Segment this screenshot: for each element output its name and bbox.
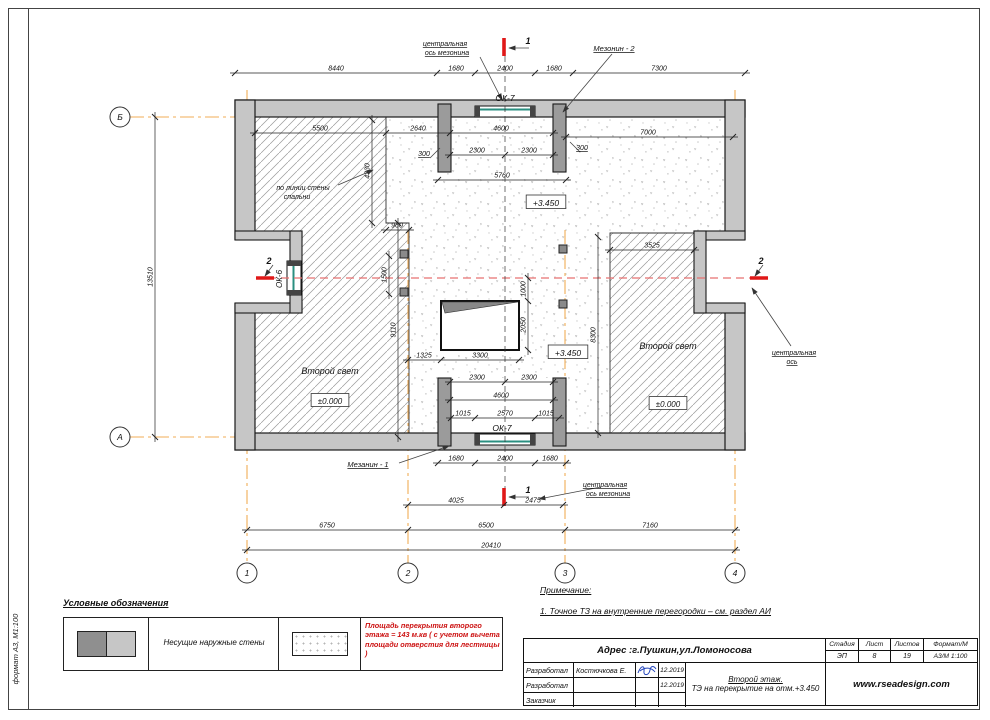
row1-date: 12.2019 <box>659 663 686 678</box>
drawing-label: ось мезонина <box>424 50 470 57</box>
note-item-1: 1. Точное ТЗ на внутренние перегородки – см. раздел АИ <box>540 606 772 616</box>
drawing-label: Второй свет <box>301 366 359 376</box>
row1-name: Костючкова Е. <box>574 663 636 678</box>
legend-title: Условные обозначения <box>63 598 169 608</box>
drawing-label: ±0.000 <box>655 400 681 409</box>
signature-scribble <box>636 663 658 677</box>
dim-label: 1680 <box>448 65 464 73</box>
legend-area-note: Площадь перекрытия второго этажа = 143 м.кв ( с учетом вычета площади отверстия для лестницы ) <box>365 621 500 659</box>
legend-wall-swatch-cell <box>64 618 149 670</box>
dim-label: 2400 <box>497 65 513 73</box>
row1-signature <box>636 663 659 678</box>
drawing-label: Мезанин - 1 <box>347 460 389 469</box>
dim-label: 960 <box>391 222 403 230</box>
drawing-label: 300 <box>576 145 588 152</box>
legend-slab-swatch-cell <box>279 618 361 670</box>
stage-value: ЭП <box>826 651 859 663</box>
dim-label: 2300 <box>521 374 537 382</box>
drawing-label: ОК-7 <box>495 93 515 103</box>
row2-role: Разработал <box>524 678 574 693</box>
dim-label: 5760 <box>494 172 510 180</box>
dim-label: 2300 <box>469 147 485 155</box>
drawing-label: ось мезонина <box>585 491 631 498</box>
drawing-label: центральная <box>771 350 817 357</box>
dim-label: 1680 <box>448 455 464 463</box>
row1-role: Разработал <box>524 663 574 678</box>
axis-bubble-label: 4 <box>732 568 738 578</box>
sheets-value: 19 <box>891 651 924 663</box>
row2-date: 12.2019 <box>659 678 686 693</box>
dim-label: 8440 <box>328 65 344 73</box>
wall-swatch-dark <box>77 631 107 657</box>
legend-table <box>63 617 503 671</box>
axis-bubble-label: 2 <box>405 568 411 578</box>
dim-label: 2475 <box>525 497 541 505</box>
dim-label: 3525 <box>644 242 660 250</box>
dim-label: 9110 <box>390 322 398 338</box>
drawing-label: 2 <box>758 256 764 266</box>
document-title-cell <box>686 663 826 705</box>
drawing-label: Мезонин - 2 <box>593 44 635 53</box>
dim-label: 6750 <box>319 522 335 530</box>
sheet-header: Лист <box>859 639 891 651</box>
note-title: Примечание: <box>540 585 592 595</box>
dim-label: 7300 <box>651 65 667 73</box>
dim-label: 7160 <box>642 522 658 530</box>
dim-label: 7000 <box>640 129 656 137</box>
dim-label: 1000 <box>520 281 528 297</box>
drawing-label: центральная <box>582 482 628 489</box>
row3-signature <box>636 693 659 707</box>
leader-line <box>755 265 763 276</box>
dim-label: 1680 <box>542 455 558 463</box>
sheet-value: 8 <box>859 651 891 663</box>
legend-wall-label: Несущие наружные стены <box>163 638 265 647</box>
drawing-label: по линии стены <box>276 185 330 192</box>
row2-name <box>574 678 636 693</box>
title-block <box>523 638 978 706</box>
dim-label: 2050 <box>520 317 528 333</box>
sheet-format-label: формат А3, М1:100 <box>11 613 20 685</box>
dim-label: 1015 <box>455 410 471 418</box>
dim-label: 2570 <box>497 410 513 418</box>
document-title-line2: ТЭ на перекрытие на отм.+3.450 <box>691 684 820 693</box>
dim-label: 2300 <box>469 374 485 382</box>
drawing-label: ОК-7 <box>492 423 512 433</box>
legend-wall-label-cell <box>149 618 279 670</box>
dim-label: 5500 <box>312 125 328 133</box>
axis-bubble-label: 3 <box>562 568 568 578</box>
drawing-label: Второй свет <box>639 341 697 351</box>
title-address: Адрес :г.Пушкин,ул.Ломоносова <box>524 639 826 663</box>
drawing-label: 1 <box>525 36 531 46</box>
format-header: Формат/М <box>924 639 977 651</box>
drawing-label: ось <box>786 359 798 366</box>
drawing-label: ±0.000 <box>317 397 343 406</box>
dim-label: 2400 <box>497 455 513 463</box>
dim-label: 3300 <box>472 352 488 360</box>
axis-bubble-label: А <box>117 432 123 442</box>
document-title-line1: Второй этаж. <box>728 675 783 684</box>
dim-label: 2300 <box>521 147 537 155</box>
dim-label: 1500 <box>381 267 389 283</box>
dim-label: 4330 <box>364 163 372 179</box>
drawing-label: 1 <box>525 485 531 495</box>
stair-opening <box>441 301 519 350</box>
dim-label: 13510 <box>147 267 155 287</box>
dim-label: 4600 <box>493 125 509 133</box>
axis-bubble-label: 1 <box>244 568 250 578</box>
drawing-label: +3.450 <box>554 348 582 358</box>
axis-bubble-label: Б <box>117 112 123 122</box>
drawing-label: 2 <box>266 256 272 266</box>
dim-label: 20410 <box>481 542 501 550</box>
dim-label: 2640 <box>410 125 426 133</box>
leader-line <box>752 288 791 346</box>
notes-block <box>540 585 870 616</box>
drawing-label: 300 <box>418 151 430 158</box>
dim-label: 4025 <box>448 497 464 505</box>
drawing-label: спальни <box>283 194 311 201</box>
dim-label: 1680 <box>546 65 562 73</box>
format-value: А3/М 1:100 <box>924 651 977 663</box>
row2-signature <box>636 678 659 693</box>
drawing-label: центральная <box>422 41 468 48</box>
row3-date <box>659 693 686 707</box>
dim-label: 4600 <box>493 392 509 400</box>
drawing-label: ОК-6 <box>275 269 284 289</box>
dim-label: 1015 <box>538 410 554 418</box>
legend <box>63 598 505 671</box>
slab-swatch <box>292 632 348 656</box>
dim-label: 1325 <box>416 352 432 360</box>
row3-role: Заказчик <box>524 693 574 707</box>
stage-header: Стадия <box>826 639 859 651</box>
drawing-label: +3.450 <box>532 198 560 208</box>
company-site: www.rseadesign.com <box>853 678 950 690</box>
dim-label: 6500 <box>478 522 494 530</box>
legend-area-note-cell <box>361 618 504 670</box>
right-bay-recess <box>694 231 748 313</box>
sheets-header: Листов <box>891 639 924 651</box>
dim-label: 8300 <box>590 327 598 343</box>
row3-name <box>574 693 636 707</box>
wall-swatch-light <box>106 631 136 657</box>
